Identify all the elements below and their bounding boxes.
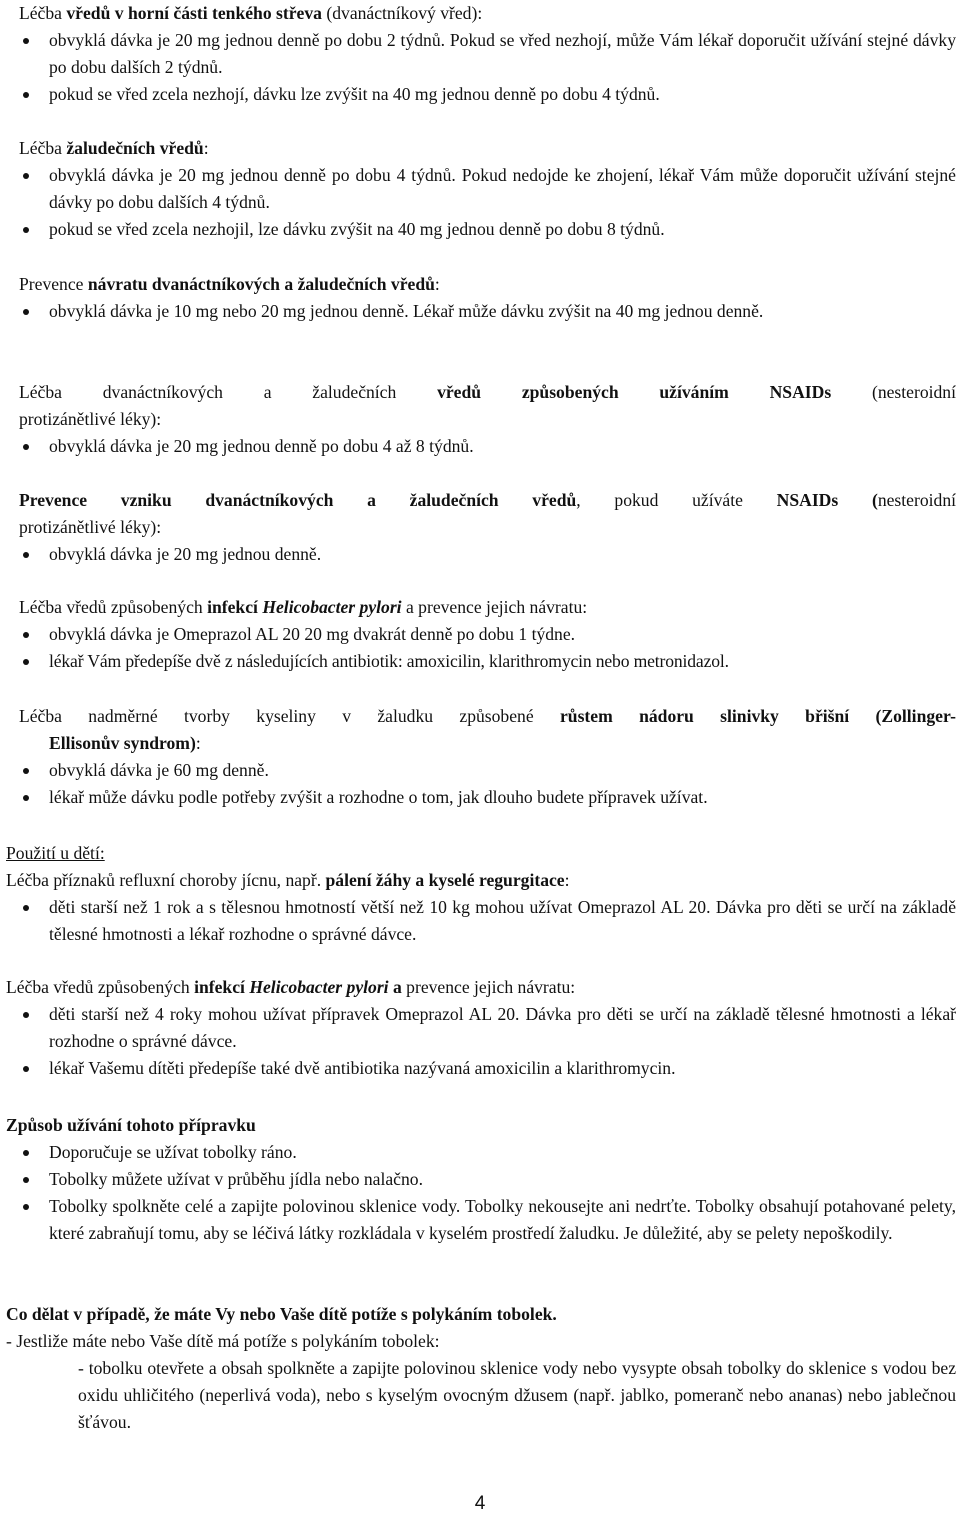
heading-bold: a	[388, 977, 402, 997]
heading-text: Léčba příznaků refluxní choroby jícnu, např.	[6, 870, 326, 890]
list-item: lékař Vám předepíše dvě z následujících antibiotik: amoxicilin, klarithromycin nebo metronidazol.	[19, 648, 956, 675]
heading-text: Léčba dvanáctníkových a žaludečních	[19, 382, 438, 402]
list-item: Tobolky spolkněte celé a zapijte polovinou sklenice vody. Tobolky nekousejte ani nedrťte. Tobolky obsahují potahované pelety, které zabraňují tomu, aby se léčivá látky rozkládala v kyselém prostředí žaludku. Je důležité, aby se pelety nepoškodily.	[19, 1193, 956, 1247]
heading-bold: růstem nádoru slinivky břišní (Zollinger-	[559, 706, 956, 726]
heading-text: (dvanáctníkový vřed):	[321, 3, 483, 23]
section-administration	[6, 1112, 956, 1247]
heading-bold: žaludečních vředů	[66, 138, 204, 158]
list-item: obvyklá dávka je Omeprazol AL 20 20 mg dvakrát denně po dobu 1 týdne.	[19, 621, 956, 648]
section-title	[6, 1112, 956, 1139]
section-nsaid-ulcer-prevention	[19, 487, 956, 568]
bullet-list	[19, 757, 956, 811]
section-title-text: Způsob užívání tohoto přípravku	[6, 1115, 256, 1135]
section-heading	[6, 867, 956, 894]
heading-bold: infekcí	[207, 597, 263, 617]
bullet-list	[19, 621, 956, 675]
heading-bold: pálení žáhy a kyselé regurgitace	[325, 870, 565, 890]
bullet-list	[19, 1001, 956, 1082]
section-nsaid-ulcer-treatment	[19, 379, 956, 460]
list-item: děti starší než 1 rok a s tělesnou hmotností větší než 10 kg mohou užívat Omeprazol AL 20. Dávka pro děti se určí na základě tělesné hmotnosti a lékař rozhodne o správné dávce.	[19, 894, 956, 948]
list-item: děti starší než 4 roky mohou užívat přípravek Omeprazol AL 20. Dávka pro děti se určí na základě tělesné hmotnosti a lékař rozhodne o správné dávce.	[19, 1001, 956, 1055]
section-swallowing-problems	[6, 1301, 956, 1436]
page-number: 4	[474, 1493, 486, 1514]
section-heading	[19, 271, 956, 298]
heading-bold: Ellisonův syndrom)	[49, 733, 196, 753]
list-item: Tobolky můžete užívat v průběhu jídla nebo nalačno.	[19, 1166, 956, 1193]
heading-text: Léčba	[19, 3, 67, 23]
paragraph: - Jestliže máte nebo Vaše dítě má potíže s polykáním tobolek:	[6, 1331, 440, 1351]
bullet-list	[19, 894, 956, 948]
heading-bold: vředů v horní části tenkého střeva	[66, 3, 322, 23]
list-item: obvyklá dávka je 20 mg jednou denně.	[19, 541, 956, 568]
heading-text: :	[203, 138, 209, 158]
list-item: Doporučuje se užívat tobolky ráno.	[19, 1139, 956, 1166]
section-heading	[6, 974, 956, 1001]
section-heading	[19, 135, 956, 162]
list-item: lékař může dávku podle potřeby zvýšit a rozhodne o tom, jak dlouho budete přípravek užívat.	[19, 784, 956, 811]
heading-bold: infekcí	[194, 977, 250, 997]
heading-text: Léčba	[19, 138, 67, 158]
section-heading	[19, 487, 956, 541]
section-title	[6, 840, 956, 867]
heading-text: :	[195, 733, 201, 753]
list-item: obvyklá dávka je 60 mg denně.	[19, 757, 956, 784]
heading-bold: NSAIDs (	[776, 490, 878, 510]
heading-italic: Helicobacter pylori	[249, 977, 389, 997]
list-item: pokud se vřed zcela nezhojí, dávku lze zvýšit na 40 mg jednou denně po dobu 4 týdnů.	[19, 81, 956, 108]
section-heading	[19, 703, 956, 757]
bullet-list	[19, 1139, 956, 1247]
bullet-list	[19, 27, 956, 108]
section-gastric-ulcer	[19, 135, 956, 243]
list-item: obvyklá dávka je 10 mg nebo 20 mg jednou denně. Lékař může dávku zvýšit na 40 mg jednou denně.	[19, 298, 956, 325]
heading-bold: návratu dvanáctníkových a žaludečních vředů	[87, 274, 435, 294]
heading-text: nesteroidní	[877, 490, 957, 510]
bullet-list	[19, 433, 956, 460]
bullet-list	[19, 298, 956, 325]
section-children-use	[6, 840, 956, 948]
heading-text: :	[434, 274, 440, 294]
list-item: obvyklá dávka je 20 mg jednou denně po dobu 4 týdnů. Pokud nedojde ke zhojení, lékař Vám může doporučit užívání stejné dávky po dobu dalších 4 týdnů.	[19, 162, 956, 216]
section-title	[6, 1301, 956, 1328]
heading-text: Prevence	[19, 274, 88, 294]
section-zollinger-ellison	[19, 703, 956, 811]
heading-text: :	[564, 870, 570, 890]
section-duodenal-ulcer	[19, 0, 956, 108]
heading-text: Léčba vředů způsobených	[6, 977, 195, 997]
heading-text: protizánětlivé léky):	[19, 409, 162, 429]
section-helicobacter-adults	[19, 594, 956, 675]
heading-text: prevence jejich návratu:	[401, 977, 576, 997]
list-item: pokud se vřed zcela nezhojil, lze dávku zvýšit na 40 mg jednou denně po dobu 8 týdnů.	[19, 216, 956, 243]
section-helicobacter-children	[6, 974, 956, 1082]
bullet-list	[19, 162, 956, 243]
section-heading	[19, 594, 956, 621]
list-item: obvyklá dávka je 20 mg jednou denně po dobu 2 týdnů. Pokud se vřed nezhojí, může Vám lékař doporučit užívání stejné dávky po dobu dalších 2 týdnů.	[19, 27, 956, 81]
heading-italic: Helicobacter pylori	[262, 597, 402, 617]
section-prevention-recurrence	[19, 271, 956, 325]
section-heading	[19, 379, 956, 433]
bullet-list	[19, 541, 956, 568]
section-heading	[19, 0, 956, 27]
list-item: lékař Vašemu dítěti předepíše také dvě antibiotika nazývaná amoxicilin a klarithromycin.	[19, 1055, 956, 1082]
section-title-text: Co dělat v případě, že máte Vy nebo Vaše dítě potíže s polykáním tobolek.	[6, 1304, 557, 1324]
heading-bold: Prevence vzniku dvanáctníkových a žaludečních vředů	[19, 490, 577, 510]
heading-bold: vředů způsobených užíváním NSAIDs	[437, 382, 832, 402]
heading-text: (nesteroidní	[831, 382, 956, 402]
list-item: obvyklá dávka je 20 mg jednou denně po dobu 4 až 8 týdnů.	[19, 433, 956, 460]
paragraph: - tobolku otevřete a obsah spolkněte a zapijte polovinou sklenice vody nebo vysypte obsah tobolky do sklenice s vodou bez oxidu uhličitého (neperlivá voda), nebo s kyselým ovocným džusem (např. jablko, pomeranč nebo ananas) nebo jablečnou šťávou.	[78, 1358, 956, 1432]
heading-text: Léčba nadměrné tvorby kyseliny v žaludku způsobené	[19, 706, 560, 726]
section-title-text: Použití u dětí:	[6, 843, 105, 863]
heading-text: a prevence jejich návratu:	[401, 597, 588, 617]
heading-text: Léčba vředů způsobených	[19, 597, 208, 617]
heading-text: protizánětlivé léky):	[19, 517, 162, 537]
heading-text: , pokud užíváte	[576, 490, 777, 510]
